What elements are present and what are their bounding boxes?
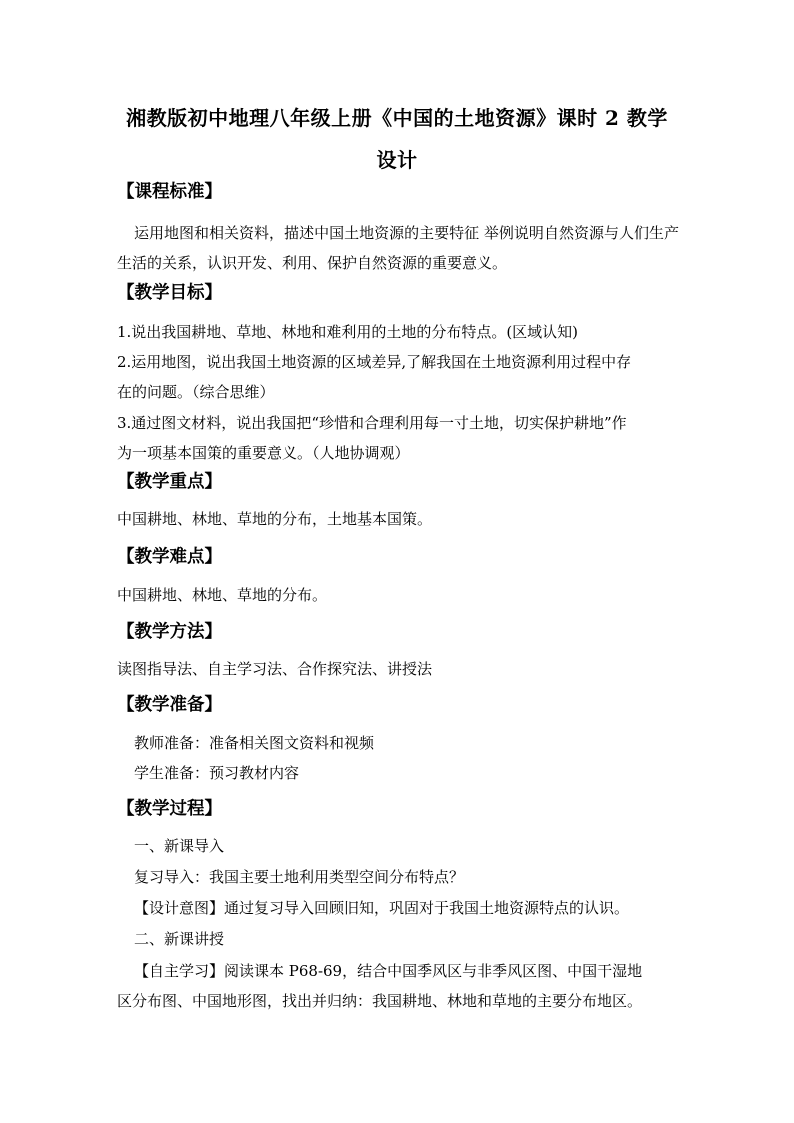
standard-heading: 【课程标准】 xyxy=(117,182,222,202)
goal-3-line-2: 为一项基本国策的重要意义。（人地协调观） xyxy=(117,444,410,462)
prep-teacher: 教师准备：准备相关图文资料和视频 xyxy=(134,734,375,752)
focus-text: 中国耕地、林地、草地的分布，土地基本国策。 xyxy=(117,510,433,528)
document-title-line-2: 设计 xyxy=(376,148,418,172)
self-study-line-2: 区分布图、中国地形图，找出并归纳：我国耕地、林地和草地的主要分布地区。 xyxy=(117,992,643,1010)
method-heading: 【教学方法】 xyxy=(117,622,222,642)
goals-heading: 【教学目标】 xyxy=(117,283,222,303)
difficulty-text: 中国耕地、林地、草地的分布。 xyxy=(117,586,328,604)
step-2-heading: 二、新课讲授 xyxy=(134,930,225,948)
self-study-line-1: 【自主学习】阅读课本 P68-69，结合中国季风区与非季风区图、中国干湿地 xyxy=(134,962,643,980)
design-intent-text: 【设计意图】通过复习导入回顾旧知，巩固对于我国土地资源特点的认识。 xyxy=(134,899,630,917)
process-heading: 【教学过程】 xyxy=(117,799,222,819)
standard-text: 运用地图和相关资料，描述中国土地资源的主要特征 举例说明自然资源与人们生产生活的关系，认识开发、利用、保护自然资源的重要意义。 xyxy=(117,224,679,272)
document-title-line-1: 湘教版初中地理八年级上册《中国的土地资源》课时 2 教学 xyxy=(126,106,668,130)
goal-3-line-1: 3.通过图文材料，说出我国把“珍惜和合理利用每一寸土地，切实保护耕地”作 xyxy=(117,414,627,432)
step-1-heading: 一、新课导入 xyxy=(134,837,225,855)
goal-2-line-1: 2.运用地图，说出我国土地资源的区域差异,了解我国在土地资源利用过程中存 xyxy=(117,353,632,371)
goal-2-line-2: 在的问题。（综合思维） xyxy=(117,383,275,401)
goal-1: 1.说出我国耕地、草地、林地和难利用的土地的分布特点。(区域认知) xyxy=(117,323,579,341)
prep-heading: 【教学准备】 xyxy=(117,695,222,715)
method-text: 读图指导法、自主学习法、合作探究法、讲授法 xyxy=(117,660,433,678)
difficulty-heading: 【教学难点】 xyxy=(117,547,222,567)
prep-student: 学生准备：预习教材内容 xyxy=(134,764,300,782)
focus-heading: 【教学重点】 xyxy=(117,472,222,492)
review-text: 复习导入：我国主要土地利用类型空间分布特点？ xyxy=(134,868,465,886)
